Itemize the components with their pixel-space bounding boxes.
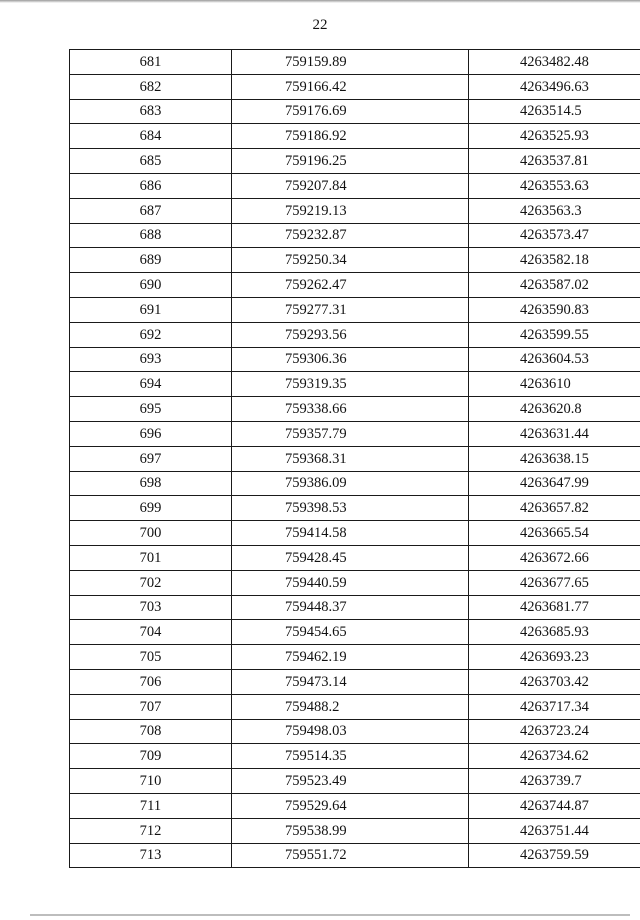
x-coordinate-cell: 759488.2 [232, 694, 469, 719]
coordinates-table-body [70, 50, 640, 868]
point-number-cell: 712 [70, 818, 232, 843]
table-row [70, 645, 640, 670]
y-coordinate-cell: 4263744.87 [469, 793, 640, 818]
scan-edge-bottom [30, 914, 630, 916]
y-coordinate-cell: 4263703.42 [469, 669, 640, 694]
coordinates-table [69, 49, 640, 868]
y-coordinate-cell: 4263672.66 [469, 545, 640, 570]
table-row [70, 198, 640, 223]
x-coordinate-cell: 759306.36 [232, 347, 469, 372]
y-coordinate-cell: 4263610 [469, 372, 640, 397]
table-row [70, 818, 640, 843]
point-number-cell: 681 [70, 50, 232, 75]
y-coordinate-cell: 4263685.93 [469, 620, 640, 645]
y-coordinate-cell: 4263638.15 [469, 446, 640, 471]
y-coordinate-cell: 4263537.81 [469, 149, 640, 174]
table-row [70, 620, 640, 645]
y-coordinate-cell: 4263514.5 [469, 99, 640, 124]
point-number-cell: 708 [70, 719, 232, 744]
x-coordinate-cell: 759166.42 [232, 74, 469, 99]
x-coordinate-cell: 759514.35 [232, 744, 469, 769]
table-row [70, 297, 640, 322]
table-row [70, 595, 640, 620]
point-number-cell: 709 [70, 744, 232, 769]
point-number-cell: 693 [70, 347, 232, 372]
point-number-cell: 710 [70, 769, 232, 794]
scan-edge-top [0, 0, 640, 3]
y-coordinate-cell: 4263582.18 [469, 248, 640, 273]
x-coordinate-cell: 759398.53 [232, 496, 469, 521]
x-coordinate-cell: 759262.47 [232, 273, 469, 298]
x-coordinate-cell: 759219.13 [232, 198, 469, 223]
x-coordinate-cell: 759473.14 [232, 669, 469, 694]
x-coordinate-cell: 759338.66 [232, 397, 469, 422]
y-coordinate-cell: 4263681.77 [469, 595, 640, 620]
point-number-cell: 694 [70, 372, 232, 397]
x-coordinate-cell: 759207.84 [232, 173, 469, 198]
y-coordinate-cell: 4263677.65 [469, 570, 640, 595]
point-number-cell: 699 [70, 496, 232, 521]
x-coordinate-cell: 759232.87 [232, 223, 469, 248]
x-coordinate-cell: 759538.99 [232, 818, 469, 843]
point-number-cell: 695 [70, 397, 232, 422]
point-number-cell: 700 [70, 521, 232, 546]
y-coordinate-cell: 4263482.48 [469, 50, 640, 75]
table-row [70, 372, 640, 397]
x-coordinate-cell: 759293.56 [232, 322, 469, 347]
x-coordinate-cell: 759196.25 [232, 149, 469, 174]
point-number-cell: 706 [70, 669, 232, 694]
y-coordinate-cell: 4263647.99 [469, 471, 640, 496]
point-number-cell: 711 [70, 793, 232, 818]
table-row [70, 719, 640, 744]
y-coordinate-cell: 4263665.54 [469, 521, 640, 546]
x-coordinate-cell: 759529.64 [232, 793, 469, 818]
table-row [70, 471, 640, 496]
x-coordinate-cell: 759250.34 [232, 248, 469, 273]
x-coordinate-cell: 759368.31 [232, 446, 469, 471]
table-row [70, 173, 640, 198]
y-coordinate-cell: 4263587.02 [469, 273, 640, 298]
x-coordinate-cell: 759277.31 [232, 297, 469, 322]
x-coordinate-cell: 759186.92 [232, 124, 469, 149]
table-row [70, 74, 640, 99]
table-row [70, 421, 640, 446]
table-row [70, 99, 640, 124]
y-coordinate-cell: 4263525.93 [469, 124, 640, 149]
table-row [70, 744, 640, 769]
y-coordinate-cell: 4263599.55 [469, 322, 640, 347]
x-coordinate-cell: 759159.89 [232, 50, 469, 75]
x-coordinate-cell: 759386.09 [232, 471, 469, 496]
point-number-cell: 713 [70, 843, 232, 868]
table-row [70, 694, 640, 719]
point-number-cell: 692 [70, 322, 232, 347]
table-row [70, 149, 640, 174]
x-coordinate-cell: 759414.58 [232, 521, 469, 546]
point-number-cell: 703 [70, 595, 232, 620]
table-row [70, 124, 640, 149]
y-coordinate-cell: 4263751.44 [469, 818, 640, 843]
y-coordinate-cell: 4263657.82 [469, 496, 640, 521]
y-coordinate-cell: 4263573.47 [469, 223, 640, 248]
table-row [70, 248, 640, 273]
x-coordinate-cell: 759551.72 [232, 843, 469, 868]
point-number-cell: 698 [70, 471, 232, 496]
point-number-cell: 690 [70, 273, 232, 298]
table-row [70, 570, 640, 595]
table-row [70, 223, 640, 248]
y-coordinate-cell: 4263631.44 [469, 421, 640, 446]
point-number-cell: 702 [70, 570, 232, 595]
point-number-cell: 697 [70, 446, 232, 471]
point-number-cell: 691 [70, 297, 232, 322]
table-row [70, 769, 640, 794]
y-coordinate-cell: 4263734.62 [469, 744, 640, 769]
page-number: 22 [312, 17, 328, 33]
point-number-cell: 687 [70, 198, 232, 223]
point-number-cell: 696 [70, 421, 232, 446]
point-number-cell: 707 [70, 694, 232, 719]
x-coordinate-cell: 759176.69 [232, 99, 469, 124]
x-coordinate-cell: 759454.65 [232, 620, 469, 645]
table-row [70, 669, 640, 694]
table-row [70, 50, 640, 75]
y-coordinate-cell: 4263553.63 [469, 173, 640, 198]
table-row [70, 545, 640, 570]
y-coordinate-cell: 4263620.8 [469, 397, 640, 422]
x-coordinate-cell: 759357.79 [232, 421, 469, 446]
y-coordinate-cell: 4263739.7 [469, 769, 640, 794]
table-row [70, 496, 640, 521]
x-coordinate-cell: 759523.49 [232, 769, 469, 794]
y-coordinate-cell: 4263723.24 [469, 719, 640, 744]
point-number-cell: 689 [70, 248, 232, 273]
table-row [70, 322, 640, 347]
table-row [70, 843, 640, 868]
table-row [70, 273, 640, 298]
point-number-cell: 683 [70, 99, 232, 124]
x-coordinate-cell: 759448.37 [232, 595, 469, 620]
table-row [70, 521, 640, 546]
y-coordinate-cell: 4263604.53 [469, 347, 640, 372]
x-coordinate-cell: 759462.19 [232, 645, 469, 670]
x-coordinate-cell: 759319.35 [232, 372, 469, 397]
table-row [70, 446, 640, 471]
table-row [70, 347, 640, 372]
table-row [70, 397, 640, 422]
x-coordinate-cell: 759428.45 [232, 545, 469, 570]
point-number-cell: 682 [70, 74, 232, 99]
point-number-cell: 685 [70, 149, 232, 174]
y-coordinate-cell: 4263693.23 [469, 645, 640, 670]
x-coordinate-cell: 759440.59 [232, 570, 469, 595]
point-number-cell: 686 [70, 173, 232, 198]
point-number-cell: 701 [70, 545, 232, 570]
y-coordinate-cell: 4263563.3 [469, 198, 640, 223]
y-coordinate-cell: 4263496.63 [469, 74, 640, 99]
y-coordinate-cell: 4263590.83 [469, 297, 640, 322]
x-coordinate-cell: 759498.03 [232, 719, 469, 744]
table-row [70, 793, 640, 818]
point-number-cell: 704 [70, 620, 232, 645]
point-number-cell: 688 [70, 223, 232, 248]
point-number-cell: 705 [70, 645, 232, 670]
y-coordinate-cell: 4263759.59 [469, 843, 640, 868]
y-coordinate-cell: 4263717.34 [469, 694, 640, 719]
point-number-cell: 684 [70, 124, 232, 149]
